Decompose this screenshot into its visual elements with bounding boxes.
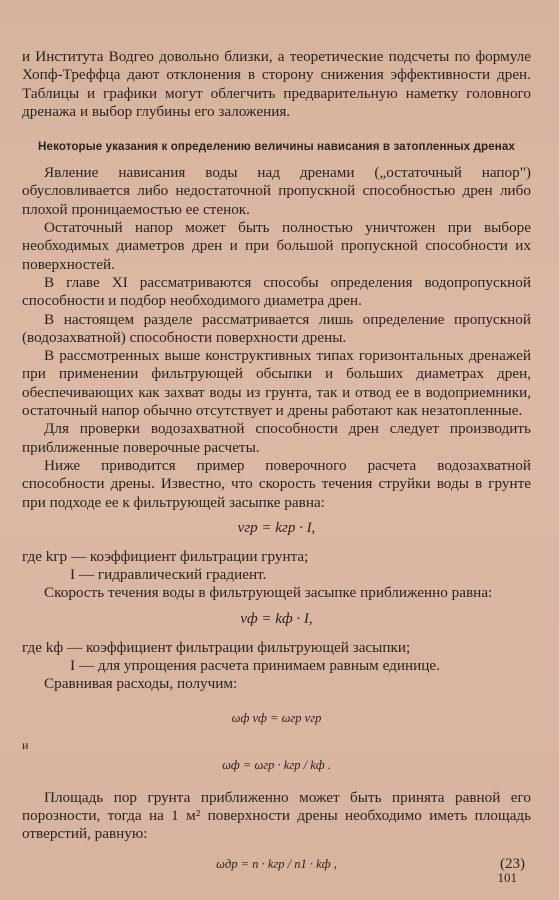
where-2b: I — для упрощения расчета принимаем равным единице. — [70, 657, 440, 675]
intro-paragraph: и Института Водгео довольно близки, а теоретические подсчеты по формуле Хопф-Треффца дают отклонения в сторону снижения эффективности дрен. Таблицы и графики могут облегчить предварительную наметку головного дренажа и выбор глубины его заложения. — [22, 48, 531, 120]
paragraph-10: Площадь пор грунта приближенно может быть принята равной его порозности, тогда на 1 м² поверхности дрены необходимо иметь площадь отверстий, равную: — [22, 788, 531, 843]
page-number: 101 — [497, 870, 517, 885]
formula-1: vгр = kгр · I, — [237, 519, 316, 536]
paragraph-3: В главе XI рассматриваются способы определения водопропускной способности и подбор необходимого диаметра дрен. — [22, 273, 531, 310]
formula-2: vф = kф · I, — [240, 610, 313, 627]
where-2a: где kф — коэффициент фильтрации фильтрующей засыпки; — [22, 638, 411, 656]
paragraph-2: Остаточный напор может быть полностью уничтожен при выборе необходимых диаметров дрен и при большой пропускной способности их поверхностей. — [22, 219, 531, 273]
paragraph-6: Для проверки водозахватной способности дрен следует производить приближенные поверочные расчеты. — [22, 420, 531, 456]
paragraph-5: В рассмотренных выше конструктивных типах горизонтальных дренажей при применении фильтрующей обсыпки и больших диаметрах дрен, обеспечивающих как захват воды из грунта, так и отвод ее в водоприемники, остаточный напор обычно отсутствует и дрены работают как незатопленные. — [22, 347, 531, 420]
where-1b: I — гидравлический градиент. — [70, 566, 267, 584]
formula-4: ωф = ωгр · kгр / kф . — [222, 757, 331, 772]
formula-3: ωф vф = ωгр vгр — [231, 710, 322, 725]
paragraph-1: Явление нависания воды над дренами („остаточный напор") обусловливается либо недостаточной пропускной способностью дрен либо плохой проницаемостью ее стенок. — [22, 164, 531, 218]
paragraph-4: В настоящем разделе рассматривается лишь определение пропускной (водозахватной) способности поверхности дрены. — [22, 310, 531, 346]
formula-5-row — [22, 854, 531, 874]
paragraph-8: Скорость течения воды в фильтрующей засыпке приближенно равна: — [44, 584, 493, 602]
equation-number: (23) — [500, 855, 525, 872]
conjunction-and: и — [22, 737, 29, 752]
formula-5: ωдр = n · kгр / n1 · kф , — [216, 856, 337, 871]
where-1a: где kгр — коэффициент фильтрации грунта; — [22, 547, 309, 565]
paragraph-7: Ниже приводится пример поверочного расчета водозахватной способности дрены. Известно, что скорость течения струйки воды в грунте при подходе ее к фильтрующей засыпке равна: — [22, 456, 531, 511]
paragraph-9: Сравнивая расходы, получим: — [44, 675, 238, 693]
section-heading: Некоторые указания к определению величины нависания в затопленных дренах — [38, 140, 515, 154]
